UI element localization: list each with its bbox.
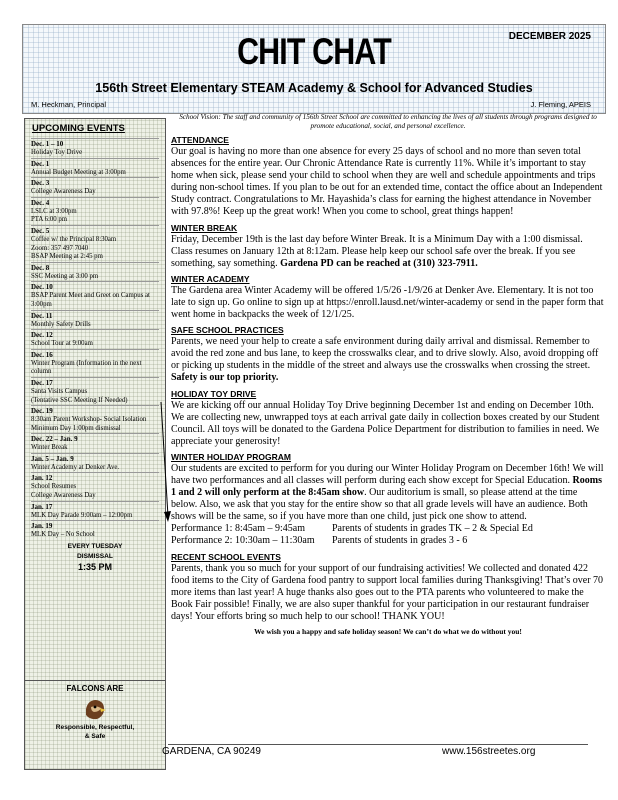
issue-date: DECEMBER 2025: [508, 31, 591, 42]
event-detail: College Awareness Day: [31, 188, 96, 196]
events-list: [25, 138, 165, 540]
winter-break-body: Friday, December 19th is the last day before Winter Break. It is a Minimum Day with a 1:00 dismissal. Class resumes on January 12th at 8:12am. Please help keep our school safe over the break. If you see something, say something.: [171, 233, 583, 269]
event-detail: Coffee w/ the Principal 8:30am: [31, 235, 117, 243]
winter-break-heading: WINTER BREAK: [171, 222, 238, 233]
winter-academy-heading: WINTER ACADEMY: [171, 273, 250, 284]
dismissal-line: DISMISSAL: [77, 552, 113, 560]
footer-divider: [168, 744, 588, 745]
event-item: [31, 377, 159, 405]
event-detail: Annual Budget Meeting at 3:00pm: [31, 168, 126, 176]
dismissal-time: 1:35 PM: [77, 561, 112, 572]
event-date: Dec. 11: [31, 311, 53, 320]
main-column: [171, 113, 605, 636]
event-item: [31, 281, 159, 309]
school-name: 156th Street Elementary STEAM Academy & School for Advanced Studies: [95, 81, 533, 95]
event-date: Jan. 19: [31, 522, 53, 531]
performance-row: [171, 523, 605, 535]
event-date: Dec. 10: [31, 283, 53, 292]
event-item: [31, 158, 159, 178]
school-vision: School Vision: The staff and community of 156th Street School are committed to enhancing the lives of all students through programs designed to promote educational, social, and personal excellence.: [179, 113, 597, 130]
footer-address: GARDENA, CA 90249: [162, 746, 261, 757]
recent-events-section: [171, 552, 605, 623]
recent-events-heading: RECENT SCHOOL EVENTS: [171, 551, 281, 562]
recent-events-body: Parents, thank you so much for your support of our fundraising activities! We collected and donated 422 food items to the City of Gardena food pantry to support local families during Thanksgiving! That’s over 70 more items than last year! A huge thanks also goes out to the PTA parents who volunteered to make the Book Fair possible! Finally, we are also super thankful for your participation in our restaurant fundraiser days! Your efforts bring so much help to our school! THANK YOU!: [171, 562, 604, 622]
toy-drive-heading: HOLIDAY TOY DRIVE: [171, 388, 257, 399]
event-detail: Winter Program (Information in the next column: [31, 359, 142, 376]
winter-program-section: [171, 452, 605, 548]
attendance-heading: ATTENDANCE: [171, 135, 229, 145]
performance-time: 10:30am – 11:30am: [235, 535, 315, 547]
event-item: [31, 177, 159, 197]
police-phone: Gardena PD can be reached at (310) 323-7911.: [280, 257, 478, 269]
event-detail: Zoom: 357 497 7040: [31, 244, 89, 252]
event-detail: SSC Meeting at 3:00 pm: [31, 272, 99, 280]
closing-message: We wish you a happy and safe holiday season! We can’t do what we do without you!: [254, 627, 522, 636]
event-item: [31, 453, 159, 473]
event-date: Dec. 4: [31, 198, 50, 207]
event-detail: Winter Academy at Denker Ave.: [31, 463, 120, 471]
event-item: [31, 225, 159, 262]
event-date: Dec. 19: [31, 407, 53, 416]
safe-school-section: [171, 325, 605, 384]
falcon-mascot-icon: [82, 697, 108, 721]
event-detail: (Tentative SSC Meeting If Needed): [31, 396, 128, 404]
winter-program-body-2: . Our auditorium is small, so please attend at the time below. Also, we ask that you stay for the entire show so that all grade levels will have an audience. Both shows will be the same, so if you have more than one child, just pick one show to attend.: [171, 487, 588, 523]
event-item: [31, 329, 159, 349]
event-date: Dec. 1 – 10: [31, 140, 64, 148]
event-date: Dec. 16: [31, 350, 53, 359]
safe-school-heading: SAFE SCHOOL PRACTICES: [171, 325, 284, 336]
event-detail: Santa Visits Campus: [31, 387, 88, 395]
safe-school-body: Parents, we need your help to create a safe environment during daily arrival and dismissal. Remember to avoid the red zone and bus lane, to keep the crosswalks clear, and to drive slowly. Also, avoid dropping off or picking up students in the middle of the street and always use the crosswalks when crossing the street.: [171, 336, 599, 372]
winter-program-text: [171, 463, 605, 523]
newsletter-title: CHIT CHAT: [237, 31, 391, 72]
event-detail: School Tour at 9:00am: [31, 340, 93, 348]
winter-program-body-1: Our students are excited to perform for you during our Winter Holiday Program on December 16th! We will have two performances and all classes will perform during each show except for Special Education.: [171, 462, 604, 486]
event-date: Dec. 5: [31, 226, 50, 235]
winter-academy-body: The Gardena area Winter Academy will be offered 1/5/26 -1/9/26 at Denker Ave. Elementary. It is not too late to sign up. Go online to sign up at https://enroll.lausd.net/winter-academy or send in the paper form that went home in backpacks the week of 12/1/25.: [171, 284, 604, 321]
event-date: Dec. 17: [31, 378, 53, 387]
apeis-name: J. Fleming, APEIS: [530, 100, 591, 109]
event-item: [31, 197, 159, 225]
performance-name: Performance 2:: [171, 535, 233, 547]
attendance-body: Our goal is having no more than one absence for every 25 days of school and no more than seven total absences for the entire year. Our Chronic Attendance Rate is currently 11%. While it’s important to stay home when sick, please send your child to school when they are well and schedule appointments and trips during non-school times. If you plan to be out for an extended time, contact the office about an Independent Study contract. Congratulations to Mr. Hayashida’s class for earning the highest attendance in November with 97.8%! Keep up the great work! When you come to school, great things happen!: [171, 146, 603, 218]
event-detail: Holiday Toy Drive: [31, 149, 83, 156]
event-detail: Winter Break: [31, 444, 68, 452]
event-date: Jan. 12: [31, 474, 53, 483]
winter-break-section: [171, 223, 605, 270]
event-detail: College Awareness Day: [31, 492, 96, 500]
performance-time: 8:45am – 9:45am: [235, 523, 305, 535]
event-detail: PTA 6:00 pm: [31, 216, 68, 224]
performance-row: [171, 535, 605, 547]
tuesday-line: EVERY TUESDAY: [67, 542, 123, 550]
winter-break-text: [171, 234, 605, 270]
event-date: Jan. 5 – Jan. 9: [31, 454, 74, 463]
event-item: [31, 349, 159, 377]
tuesday-dismissal: [25, 542, 165, 572]
event-detail: BSAP Meeting at 2:45 pm: [31, 253, 103, 261]
performance-audience: Parents of students in grades 3 - 6: [332, 535, 468, 547]
event-item: [31, 501, 159, 521]
motto-line-1: Responsible, Respectful,: [55, 724, 135, 731]
safe-school-text: [171, 336, 605, 384]
event-item: [31, 138, 159, 158]
falcons-heading: FALCONS ARE: [66, 684, 124, 693]
rooms-note: Rooms 1 and 2 will only perform at the 8:45am show: [171, 474, 602, 499]
upcoming-events-sidebar: [24, 118, 166, 770]
attendance-section: [171, 135, 605, 219]
event-date: Dec. 12: [31, 331, 53, 340]
event-detail: School Resumes: [31, 483, 77, 491]
winter-program-heading: WINTER HOLIDAY PROGRAM: [171, 451, 291, 462]
event-item: [31, 433, 159, 453]
event-date: Dec. 22 – Jan. 9: [31, 435, 78, 444]
event-detail: 8:30am Parent Workshop- Social Isolation: [31, 416, 147, 424]
safety-priority: Safety is our top priority.: [171, 372, 279, 384]
event-item: [31, 405, 159, 433]
event-detail: MLK Day – No School: [31, 531, 95, 539]
event-item: [31, 262, 159, 282]
footer-website[interactable]: www.156streetes.org: [442, 746, 536, 757]
event-detail: BSAP Parent Meet and Greet on Campus at 3:00pm: [31, 292, 150, 308]
event-date: Dec. 8: [31, 263, 50, 272]
masthead: [22, 24, 606, 114]
event-item: [31, 310, 159, 330]
motto-line-2: & Safe: [84, 733, 106, 740]
winter-academy-section: [171, 274, 605, 321]
event-detail: LSLC at 3:00pm: [31, 207, 77, 215]
event-item: [31, 472, 159, 500]
toy-drive-body: We are kicking off our annual Holiday Toy Drive beginning December 1st and ending on December 10th. We are collecting new, unwrapped toys at each arrival gate daily in collection boxes created by our Student Council. All toys will be donated to the Gardena Police Department for distribution to families in need. We appreciate your generosity!: [171, 399, 600, 447]
falcons-box: [25, 680, 165, 769]
event-detail: MLK Day Parade 9:00am – 12:00pm: [31, 511, 133, 519]
principal-name: M. Heckman, Principal: [31, 100, 107, 109]
upcoming-events-title: UPCOMING EVENTS: [32, 123, 125, 134]
event-date: Jan. 17: [31, 502, 53, 511]
event-item: [31, 520, 159, 540]
event-date: Dec. 1: [31, 159, 50, 168]
performance-name: Performance 1:: [171, 523, 233, 535]
event-detail: Monthly Safety Drills: [31, 320, 91, 328]
performance-audience: Parents of students in grades TK – 2 & Special Ed: [332, 523, 533, 535]
event-date: Dec. 3: [31, 179, 50, 188]
event-detail: Minimum Day 1:00pm dismissal: [31, 424, 121, 432]
toy-drive-section: [171, 389, 605, 448]
